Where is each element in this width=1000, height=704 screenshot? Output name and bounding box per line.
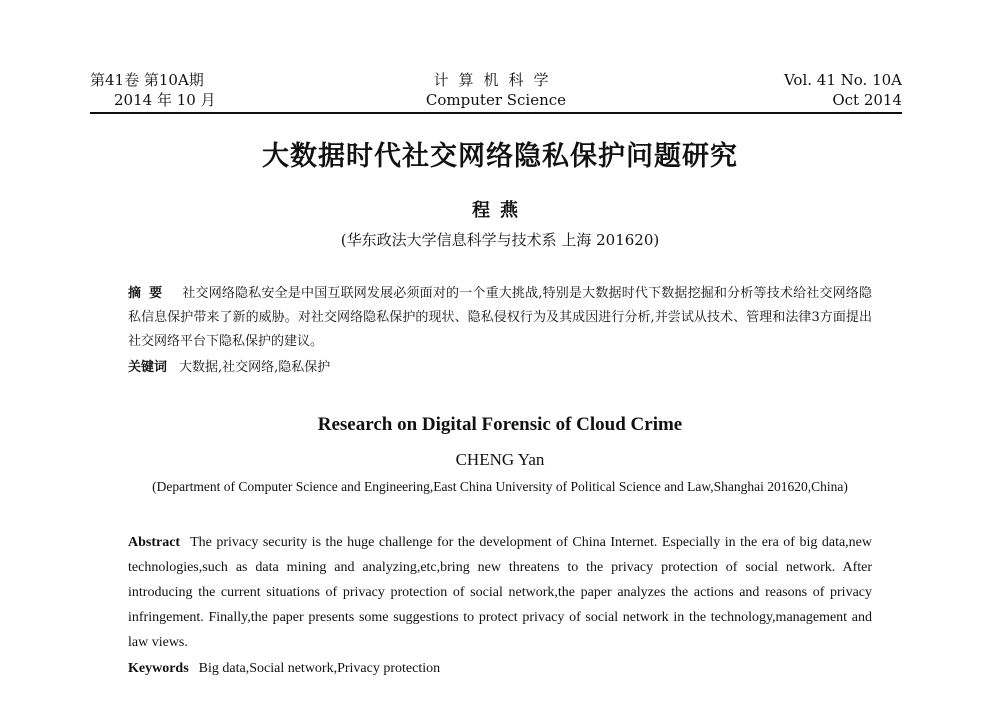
journal-header: [90, 70, 902, 116]
affiliation-en: (Department of Computer Science and Engineering,East China University of Political Science and Law,Shanghai 201620,China): [152, 479, 848, 494]
keywords-en-text: Big data,Social network,Privacy protection: [198, 661, 441, 676]
journal-name-cn: 计算机科学: [433, 71, 559, 89]
date-cn: 2014 年 10 月: [114, 91, 216, 109]
abstract-en-label: Abstract: [128, 535, 181, 550]
paper-title-en: Research on Digital Forensic of Cloud Crime: [317, 414, 683, 435]
header-right: [784, 70, 902, 110]
author-cn: 程燕: [472, 200, 528, 221]
affiliation-cn: (华东政法大学信息科学与技术系 上海 201620): [340, 231, 660, 249]
volume-issue-cn: 第41卷 第10A期: [90, 71, 204, 89]
keywords-en: [128, 656, 872, 681]
abstract-en-text: The privacy security is the huge challenge for the development of China Internet. Especially in the era of big data,new technologies,such as data mining and analyzing,etc,bring new threatens to the privacy protection of social network. After introducing the current situations of privacy protection of social network,the paper analyzes the actions and reasons of privacy infringement. Finally,the paper presents some suggestions to protect privacy of social network in the technology,management and law views.: [128, 535, 872, 650]
abstract-cn-label: 摘要: [128, 286, 171, 301]
date-en: Oct 2014: [832, 91, 902, 109]
header-rule: [90, 112, 902, 114]
author-en: CHENG Yan: [455, 450, 545, 469]
volume-en: Vol. 41 No. 10A: [783, 71, 902, 89]
keywords-cn: [128, 356, 872, 380]
abstract-cn: [128, 282, 872, 354]
journal-name-en: Computer Science: [425, 91, 567, 109]
paper-title-cn: 大数据时代社交网络隐私保护问题研究: [262, 141, 738, 172]
keywords-cn-text: 大数据,社交网络,隐私保护: [179, 360, 331, 375]
keywords-cn-label: 关键词: [128, 360, 168, 375]
abstract-cn-text: 社交网络隐私安全是中国互联网发展必须面对的一个重大挑战,特别是大数据时代下数据挖掘和分析等技术给社交网络隐私信息保护带来了新的威胁。对社交网络隐私保护的现状、隐私侵权行为及其成因进行分析,并尝试从技术、管理和法律3方面提出社交网络平台下隐私保护的建议。: [128, 286, 872, 349]
abstract-en: [128, 530, 872, 655]
header-center: [90, 70, 902, 110]
keywords-en-label: Keywords: [128, 661, 189, 676]
